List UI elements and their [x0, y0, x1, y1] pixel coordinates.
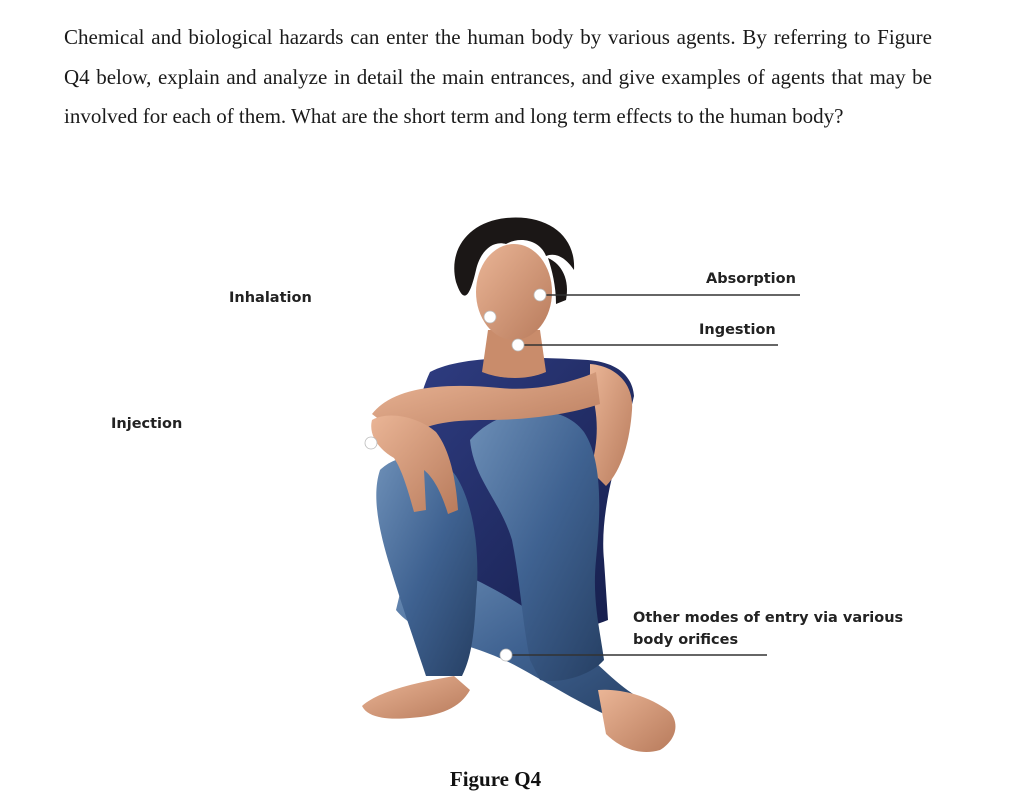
- ingestion-point: [512, 339, 524, 351]
- right-foot: [598, 690, 675, 752]
- figure-caption-text: Figure Q4: [449, 767, 542, 791]
- inhalation-point: [484, 311, 496, 323]
- absorption-point: [534, 289, 546, 301]
- injection-point: [365, 437, 377, 449]
- orifices-point: [500, 649, 512, 661]
- absorption-label: Absorption: [706, 271, 796, 287]
- orifices-label-line2: body orifices: [633, 632, 739, 648]
- inhalation-label: Inhalation: [229, 290, 312, 306]
- left-shin-jeans: [376, 456, 477, 676]
- figure-caption: [0, 767, 1023, 792]
- left-foot: [362, 676, 470, 719]
- injection-label: Injection: [111, 416, 183, 432]
- orifices-label-line1: Other modes of entry via various: [633, 610, 904, 626]
- question-text: Chemical and biological hazards can enter the human body by various agents. By referring to Figure Q4 below, explain and analyze in detail the main entrances, and give examples of agents that may be involved for each of them. What are the short term and long term effects to the human body?: [64, 25, 932, 128]
- ingestion-label: Ingestion: [699, 322, 776, 338]
